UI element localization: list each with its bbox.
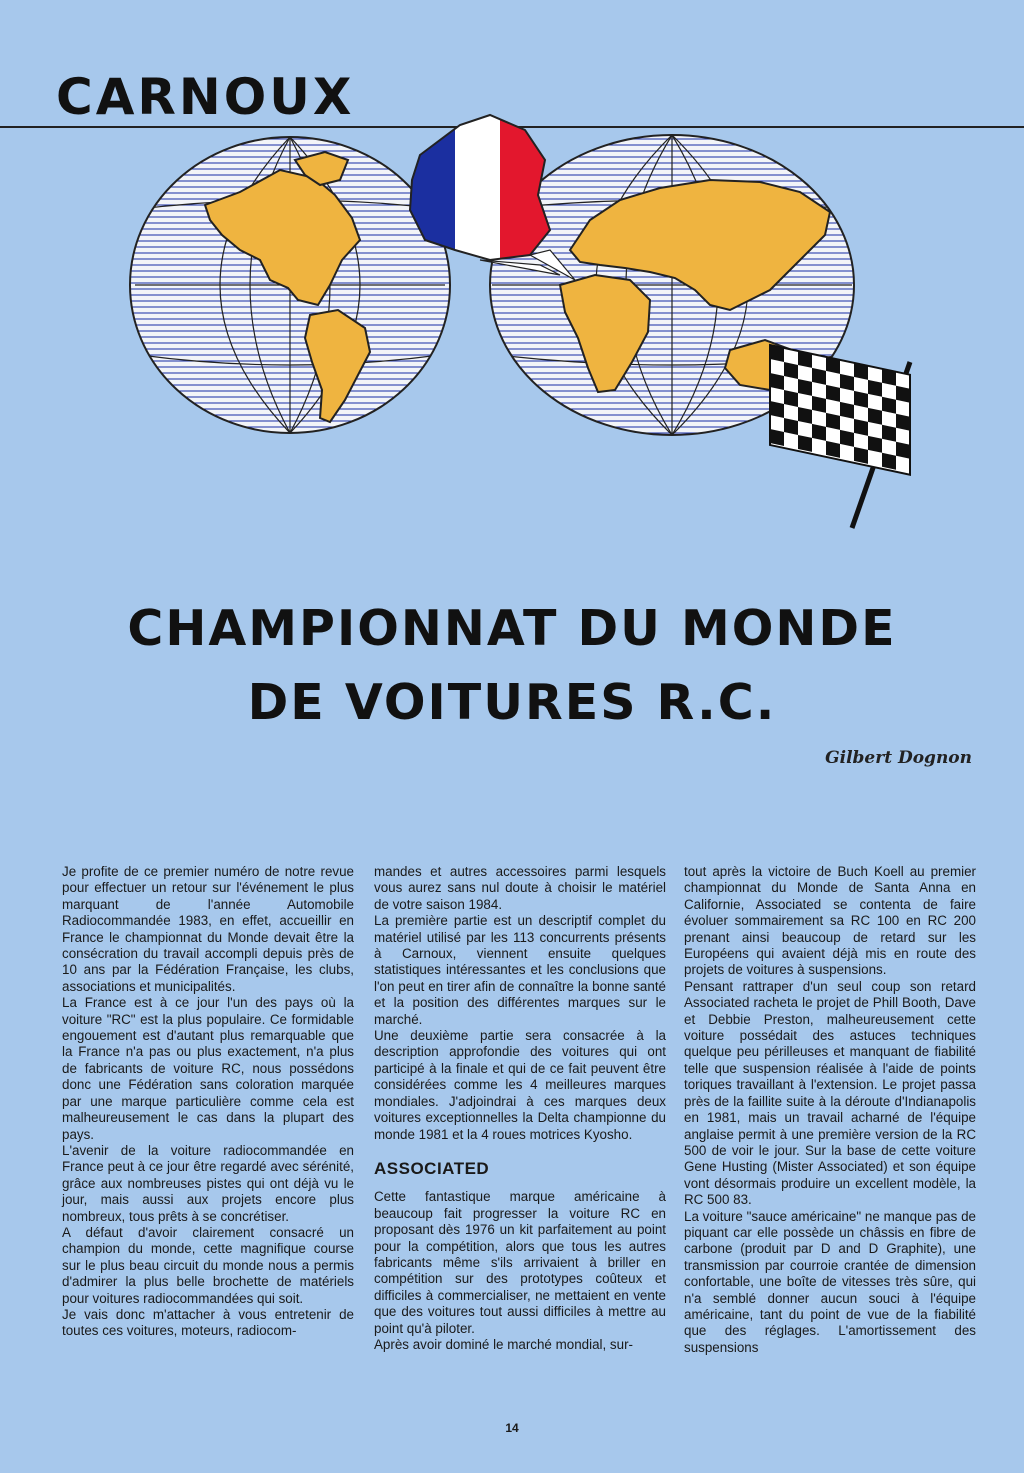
checker-square xyxy=(896,386,910,403)
page-number: 14 xyxy=(505,1421,519,1435)
checker-square xyxy=(882,453,896,470)
checker-pattern xyxy=(770,345,910,475)
paragraph: La première partie est un descriptif complet du matériel utilisé par les 113 concurrents présents à Carnoux, viennent ensuite quelques statistiques intéressantes et les conclusions que l'on peut en tirer afin de connaître la bonne santé et la position des différentes marques sur le marché. xyxy=(374,913,666,1027)
checker-square xyxy=(812,396,826,413)
paragraph: Je profite de ce premier numéro de notre revue pour effectuer un retour sur l'événement le plus marquant de l'année Automobile Radiocommandée 1983, en effet, accueillir en France le championnat du Monde devait être la consécration du travail accompli depuis près de 10 ans par la Fédération Française, les clubs, associations et municipalités. xyxy=(62,864,354,994)
author-byline: Gilbert Dognon xyxy=(825,748,972,768)
paragraph: Cette fantastique marque américaine à beaucoup fait progresser la voiture RC en proposant dès 1976 un kit parfaitement au point pour la compétition, alors que tous les autres fabricants même s'ils arrivaient à briller en compétition sur des prototypes coûteux et difficiles à commercialiser, ne mettaient en vente que des voitures tout aussi difficiles à mettre au point qu'à piloter. xyxy=(374,1189,666,1336)
section-heading: ASSOCIATED xyxy=(374,1158,490,1178)
left-hemisphere xyxy=(130,137,450,433)
checker-square xyxy=(770,401,784,418)
checker-square xyxy=(770,345,784,362)
checker-square xyxy=(812,424,826,441)
world-map-illustration xyxy=(120,100,920,540)
checker-square xyxy=(840,374,854,391)
article-title-line-2: DE VOITURES R.C. xyxy=(247,674,777,731)
checker-square xyxy=(896,442,910,459)
checker-square xyxy=(854,391,868,408)
checker-square xyxy=(798,351,812,368)
paragraph: tout après la victoire de Buch Koell au premier championnat du Monde de Santa Anna en Californie, Associated se contenta de faire évoluer sommairement sa RC 100 en RC 200 prenant ainsi beaucoup de retard sur les Européens qui avaient déjà mis en route des projets de voitures à suspensions. xyxy=(684,864,976,978)
checker-square xyxy=(784,390,798,407)
checker-square xyxy=(868,408,882,425)
checker-square xyxy=(882,425,896,442)
paragraph: L'avenir de la voiture radiocommandée en France peut à ce jour être regardé avec sérénité, grâce aux nombreuses pistes qui ont déjà vu le jour, mais aussi aux projets encore plus nombreux, tous prêts à se concrétiser. xyxy=(62,1142,354,1224)
checker-square xyxy=(840,402,854,419)
checker-square xyxy=(770,429,784,446)
checker-square xyxy=(882,369,896,386)
checker-square xyxy=(826,357,840,374)
checker-square xyxy=(854,363,868,380)
article-column-3 xyxy=(684,864,976,1356)
checker-square xyxy=(812,368,826,385)
article-title-line-1: CHAMPIONNAT DU MONDE xyxy=(127,600,897,657)
paragraph: mandes et autres accessoires parmi lesquels vous aurez sans nul doute à choisir le matériel de votre saison 1984. xyxy=(374,864,666,912)
article-column-2 xyxy=(374,864,666,1353)
checker-square xyxy=(826,385,840,402)
checker-square xyxy=(868,436,882,453)
checker-square xyxy=(882,397,896,414)
checker-square xyxy=(770,373,784,390)
checker-square xyxy=(826,441,840,458)
checker-square xyxy=(854,447,868,464)
checker-square xyxy=(826,413,840,430)
paragraph: Après avoir dominé le marché mondial, sur- xyxy=(374,1336,633,1352)
checker-square xyxy=(784,418,798,435)
article-column-1 xyxy=(62,864,354,1340)
checker-square xyxy=(798,379,812,396)
checker-square xyxy=(896,414,910,431)
paragraph: Je vais donc m'attacher à vous entretenir de toutes ces voitures, moteurs, radiocom- xyxy=(62,1306,354,1339)
checker-square xyxy=(798,435,812,452)
paragraph: La France est à ce jour l'un des pays où la voiture "RC" est la plus populaire. Ce formidable engouement est d'autant plus remarquable que la France n'a pas ou plus exactement, n'a plus de fabricants de voiture RC, nous possédons donc une Fédération sans coloration marquée par une marque particulière comme cela est malheureusement le cas dans la plupart des pays. xyxy=(62,995,354,1142)
checker-square xyxy=(854,419,868,436)
paragraph: Pensant rattraper d'un seul coup son retard Associated racheta le projet de Phill Booth, Dave et Debbie Preston, malheureusement cette voiture possédait des astuces techniques quelque peu périlleuses et manquant de fiabilité telle que suspension réalisée à l'aide de points toriques travaillant à l'extension. Le projet passa près de la faillite suite à la déroute d'Indianapolis en 1981, mais un travail acharné de l'équipe anglaise permit à une première version de la RC 500 de voir le jour. Sur la base de cette voiture Gene Husting (Mister Associated) et son équipe vont désormais produire un excellent modèle, la RC 500 83. xyxy=(684,978,976,1208)
checkered-flag xyxy=(770,345,910,528)
checker-square xyxy=(840,430,854,447)
checker-square xyxy=(784,362,798,379)
checker-square xyxy=(868,380,882,397)
checker-square xyxy=(798,407,812,424)
article-title xyxy=(30,592,994,740)
header-title: CARNOUX xyxy=(56,68,355,126)
paragraph: La voiture "sauce américaine" ne manque pas de piquant car elle possède un châssis en fibre de carbone (produit par D and D Graphite), une transmission par courroie crantée de dimension confortable, une boîte de vitesses très sûre, qui n'a semblé donner aucun souci à l'équipe américaine, tant du point de vue de la fiabilité que des réglages. L'amortissement des suspensions xyxy=(684,1208,976,1355)
paragraph: A défaut d'avoir clairement consacré un champion du monde, cette magnifique course sur le plus beau circuit du monde nous a permis d'admirer la plus belle brochette de matériels pour voitures radiocommandées qui soit. xyxy=(62,1224,354,1306)
paragraph: Une deuxième partie sera consacrée à la description approfondie des voitures qui ont participé à la finale et qui de ce fait peuvent être considérées comme les 4 meilleures marques mondiales. J'adjoindrai à ces marques deux voitures exceptionnelles la Delta championne du monde 1981 et la 4 roues motrices Kyosho. xyxy=(374,1028,666,1142)
